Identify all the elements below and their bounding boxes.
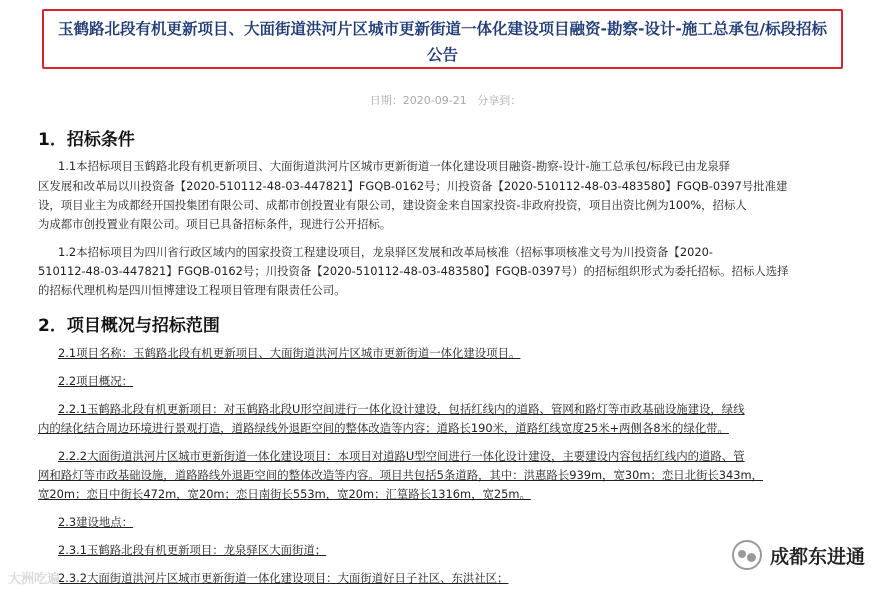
s1-p2-line: 510112-48-03-447821】FGQB-0162号；川投资备【2020-510112-48-03-483580】FGQB-0397号）的招标组织形式为委托招标。招标人选择: [38, 264, 789, 278]
s1-p1-line: 1.1本招标项目玉鹤路北段有机更新项目、大面街道洪河片区城市更新街道一体化建设项目融资-勘察-设计-施工总承包/标段已由龙泉驿: [58, 159, 731, 173]
s1-p1-line: 设，项目业主为成都经开国投集团有限公司、成都市创投置业有限公司，建设资金来自国家投资-非政府投资，项目出资比例为100%，招标人: [38, 198, 747, 212]
s2-line: 宽20m；恋日中街长472m，宽20m；恋日南街长553m，宽20m；汇篁路长1316m，宽25m。: [38, 487, 531, 501]
section1-heading: 1．招标条件: [38, 130, 135, 150]
s2-line: 2.3.2大面街道洪河片区城市更新街道一体化建设项目：大面街道好日子社区、东洪社区；: [58, 571, 509, 585]
s1-p1-line: 为成都市创投置业有限公司。项目已具备招标条件，现进行公开招标。: [38, 217, 392, 231]
page-title-line1: 玉鹤路北段有机更新项目、大面街道洪河片区城市更新街道一体化建设项目融资-勘察-设计-施工总承包/标段招标: [58, 20, 827, 38]
date-value: 2020-09-21: [402, 94, 467, 107]
s2-line: 2.1项目名称：玉鹤路北段有机更新项目、大面街道洪河片区城市更新街道一体化建设项目。: [58, 346, 521, 360]
watermark-brand-text: 成都东进通: [769, 545, 865, 568]
corner-watermark: 大洲吃遍: [8, 572, 61, 587]
meta-bar: [0, 92, 891, 108]
watermark-brand: [732, 540, 865, 570]
s2-line: 2.2.2大面街道洪河片区城市更新街道一体化建设项目：本项目对道路U型空间进行一体化设计建设，主要建设内容包括红线内的道路、管: [58, 449, 745, 463]
s1-p2-line: 1.2本招标项目为四川省行政区域内的国家投资工程建设项目，龙泉驿区发展和改革局核准（招标事项核准文号为川投资备【2020-: [58, 245, 713, 259]
section2-heading: 2．项目概况与招标范围: [38, 316, 220, 336]
title-box: [42, 9, 843, 69]
s2-line: 2.3.1玉鹤路北段有机更新项目：龙泉驿区大面街道；: [58, 543, 327, 557]
s2-line: 2.2项目概况：: [58, 374, 134, 388]
s2-line: 网和路灯等市政基础设施，道路路线外退距空间的整体改造等内容。项目共包括5条道路，其中：洪惠路长939m，宽30m；恋日北街长343m，: [38, 468, 763, 482]
s1-p1-line: 区发展和改革局以川投资备【2020-510112-48-03-447821】FGQB-0162号；川投资备【2020-510112-48-03-483580】FGQB-0397号批准建: [38, 179, 788, 193]
page-title-line2: 公告: [426, 46, 458, 64]
wechat-icon: [732, 540, 762, 570]
date-label: 日期：: [369, 94, 403, 107]
s2-line: 内的绿化结合周边环境进行景观打造，道路绿线外退距空间的整体改造等内容；道路长190米，道路红线宽度25米+两侧各8米的绿化带。: [38, 421, 729, 435]
s1-p2-line: 的招标代理机构是四川恒博建设工程项目管理有限责任公司。: [38, 283, 346, 297]
s2-line: 2.2.1玉鹤路北段有机更新项目：对玉鹤路北段U形空间进行一体化设计建设，包括红线内的道路、管网和路灯等市政基础设施建设，绿线: [58, 402, 745, 416]
s2-line: 2.3建设地点：: [58, 515, 134, 529]
share-label[interactable]: 分享到：: [477, 94, 522, 107]
